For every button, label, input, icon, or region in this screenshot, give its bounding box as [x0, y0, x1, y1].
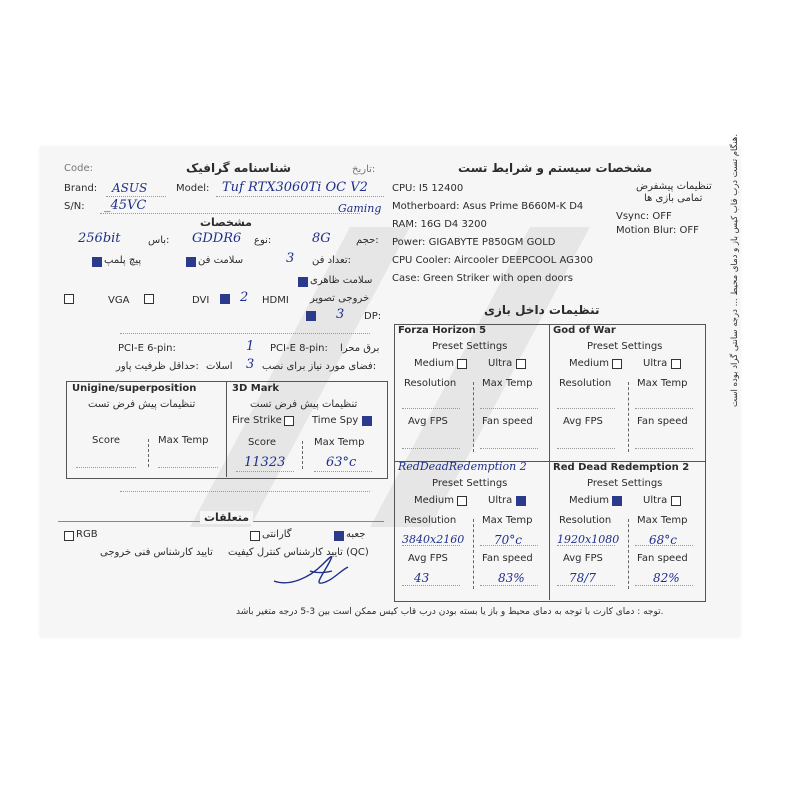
case-spec: Case: Green Striker with open doors [392, 273, 573, 284]
cpu-spec: CPU: I5 12400 [392, 183, 464, 194]
unigine-maxtemp-label: Max Temp [158, 435, 209, 446]
psu-min-label: حداقل ظرفیت پاور: [116, 361, 199, 372]
fan-label: Fan speed [482, 416, 533, 427]
medium-checkbox[interactable] [457, 359, 467, 369]
vga-label: VGA [108, 295, 130, 306]
medium-label: Medium [569, 358, 609, 369]
slots-value: 3 [246, 357, 255, 372]
type-label: نوع: [254, 235, 272, 246]
medium-label: Medium [414, 495, 454, 506]
type-value: GDDR6 [192, 231, 242, 246]
power-spec: Power: GIGABYTE P850GM GOLD [392, 237, 556, 248]
dvi-checkbox[interactable] [220, 294, 230, 304]
warranty-label: گارانتی [262, 529, 292, 540]
3dmark-preset-label: تنظیمات پیش فرض تست [250, 399, 358, 410]
ultra-label: Ultra [643, 495, 668, 506]
fan-value: 82% [653, 571, 680, 585]
pcie8-label: PCI-E 8-pin: [270, 343, 328, 354]
power-label: برق محرا [340, 343, 380, 354]
motion-blur-setting: Motion Blur: OFF [616, 225, 699, 236]
specs-title: مشخصات [200, 216, 252, 229]
fps-label: Avg FPS [408, 553, 448, 564]
dvi-label: DVI [192, 295, 210, 306]
capacity-value: 8G [312, 231, 331, 246]
fan-health-checkbox[interactable] [186, 257, 196, 267]
ultra-checkbox[interactable] [516, 359, 526, 369]
medium-checkbox[interactable] [457, 496, 467, 506]
ultra-checkbox[interactable] [671, 359, 681, 369]
resolution-label: Resolution [559, 515, 612, 526]
ram-spec: RAM: 16G D4 3200 [392, 219, 487, 230]
footer-note: توجه : دمای کارت با توجه به دمای محیط و باز یا بسته بودن درب قاب کیس ممکن است بین 3-5 درجه متغیر باشد. [236, 607, 664, 617]
3dmark-maxtemp-value: 63°c [326, 455, 357, 470]
medium-label: Medium [414, 358, 454, 369]
fps-value: 78/7 [569, 571, 596, 585]
fps-value: 43 [414, 571, 430, 585]
side-note: هنگام تست درب قاب کیس باز و دمای محیط ... درجه سانتی گراد بوده است. [730, 133, 740, 407]
game-name: God of War [553, 325, 616, 336]
resolution-label: Resolution [404, 378, 457, 389]
pcie6-label: PCI-E 6-pin: [118, 343, 176, 354]
vga-checkbox[interactable] [144, 294, 154, 304]
game-name: Red Dead Redemption 2 [553, 462, 690, 473]
pcie8-value: 1 [246, 339, 255, 354]
fan-label: Fan speed [482, 553, 533, 564]
timespy-checkbox[interactable] [362, 416, 372, 426]
slots-label: فضای مورد نیاز برای نصب: [262, 361, 377, 372]
maxtemp-value: 68°c [649, 533, 677, 547]
maxtemp-label: Max Temp [637, 378, 688, 389]
appearance-label: سلامت ظاهری [310, 275, 373, 286]
qc-approval-label: تایید کارشناس کنترل کیفیت (QC) [228, 547, 369, 558]
box-checkbox[interactable] [334, 531, 344, 541]
fan-health-label: سلامت فن [198, 255, 244, 266]
resolution-value: 1920x1080 [557, 533, 620, 546]
dp-label: DP: [364, 311, 382, 322]
capacity-label: حجم: [356, 235, 379, 246]
resolution-label: Resolution [559, 378, 612, 389]
game-name: Forza Horizon 5 [398, 325, 487, 336]
maxtemp-label: Max Temp [637, 515, 688, 526]
3dmark-title: 3D Mark [232, 383, 280, 394]
system-title: مشخصات سیستم و شرایط تست [458, 161, 653, 175]
timespy-label: Time Spy [312, 415, 359, 426]
bus-value: 256bit [78, 231, 121, 246]
motherboard-spec: Motherboard: Asus Prime B660M-K D4 [392, 201, 584, 212]
maxtemp-value: 70°c [494, 533, 522, 547]
sn-label: S/N: [64, 201, 85, 212]
brand-label: Brand: [64, 183, 98, 194]
model-label: Model: [176, 183, 210, 194]
resolution-value: 3840x2160 [402, 533, 465, 546]
preset-label: Preset Settings [587, 341, 663, 352]
spec-sheet [40, 133, 740, 637]
exit-approval-label: تایید کارشناس فنی خروجی [100, 547, 213, 558]
accessories-title: متعلقات [200, 511, 253, 524]
game-name: RedDeadRedemption 2 [398, 460, 527, 473]
fps-label: Avg FPS [563, 416, 603, 427]
outputs-label: خروجی تصویر [310, 293, 370, 304]
ultra-label: Ultra [643, 358, 668, 369]
qc-signature-icon [270, 551, 360, 591]
ingame-title: تنظیمات داخل بازی [484, 303, 600, 317]
hdmi-label: HDMI [262, 295, 289, 306]
resolution-label: Resolution [404, 515, 457, 526]
ultra-label: Ultra [488, 495, 513, 506]
code-label: Code: [64, 163, 93, 174]
sn-value: _45VC [104, 198, 147, 213]
brand-value: ASUS [112, 181, 148, 195]
ultra-label: Ultra [488, 358, 513, 369]
graphic-card-title: شناسنامه گرافیک [186, 161, 291, 175]
fps-label: Avg FPS [563, 553, 603, 564]
unigine-title: Unigine/superposition [72, 383, 197, 394]
fan-count-value: 3 [286, 251, 295, 266]
rgb-label: RGB [76, 529, 98, 540]
unigine-score-label: Score [92, 435, 121, 446]
unigine-preset-label: تنظیمات پیش فرض تست [88, 399, 196, 410]
box-label: جعبه [346, 529, 366, 540]
model-value: Tuf RTX3060Ti OC V2 [222, 180, 368, 195]
dp-checkbox[interactable] [306, 311, 316, 321]
medium-checkbox[interactable] [612, 359, 622, 369]
bus-label: باس: [148, 235, 170, 246]
screw-seal-label: پیچ پلمپ [104, 255, 142, 266]
3dmark-score-label: Score [248, 437, 277, 448]
vsync-setting: Vsync: OFF [616, 211, 672, 222]
preset-label: Preset Settings [432, 478, 508, 489]
3dmark-score-value: 11323 [244, 455, 286, 470]
maxtemp-label: Max Temp [482, 515, 533, 526]
driver-title-2: تمامی بازی ها [644, 193, 703, 204]
slots-unit: اسلات [206, 361, 233, 372]
ultra-checkbox[interactable] [516, 496, 526, 506]
rgb-checkbox[interactable] [64, 531, 74, 541]
preset-label: Preset Settings [432, 341, 508, 352]
warranty-checkbox[interactable] [250, 531, 260, 541]
ultra-checkbox[interactable] [671, 496, 681, 506]
appearance-checkbox[interactable] [298, 277, 308, 287]
3dmark-maxtemp-label: Max Temp [314, 437, 365, 448]
fan-label: Fan speed [637, 553, 688, 564]
date-label: تاریخ: [352, 164, 376, 175]
medium-checkbox[interactable] [612, 496, 622, 506]
fps-label: Avg FPS [408, 416, 448, 427]
cooler-spec: CPU Cooler: Aircooler DEEPCOOL AG300 [392, 255, 593, 266]
fan-value: 83% [498, 571, 525, 585]
dp-value: 3 [336, 307, 345, 322]
firestrike-label: Fire Strike [232, 415, 282, 426]
hdmi-value: 2 [240, 290, 249, 305]
preset-label: Preset Settings [587, 478, 663, 489]
firestrike-checkbox[interactable] [284, 416, 294, 426]
screw-seal-checkbox[interactable] [92, 257, 102, 267]
model-value-2: Gaming [338, 202, 382, 215]
maxtemp-label: Max Temp [482, 378, 533, 389]
extra-output-checkbox[interactable] [64, 294, 74, 304]
driver-title-1: تنظیمات پیشفرض [636, 181, 712, 192]
medium-label: Medium [569, 495, 609, 506]
fan-count-label: تعداد فن: [312, 255, 352, 266]
fan-label: Fan speed [637, 416, 688, 427]
